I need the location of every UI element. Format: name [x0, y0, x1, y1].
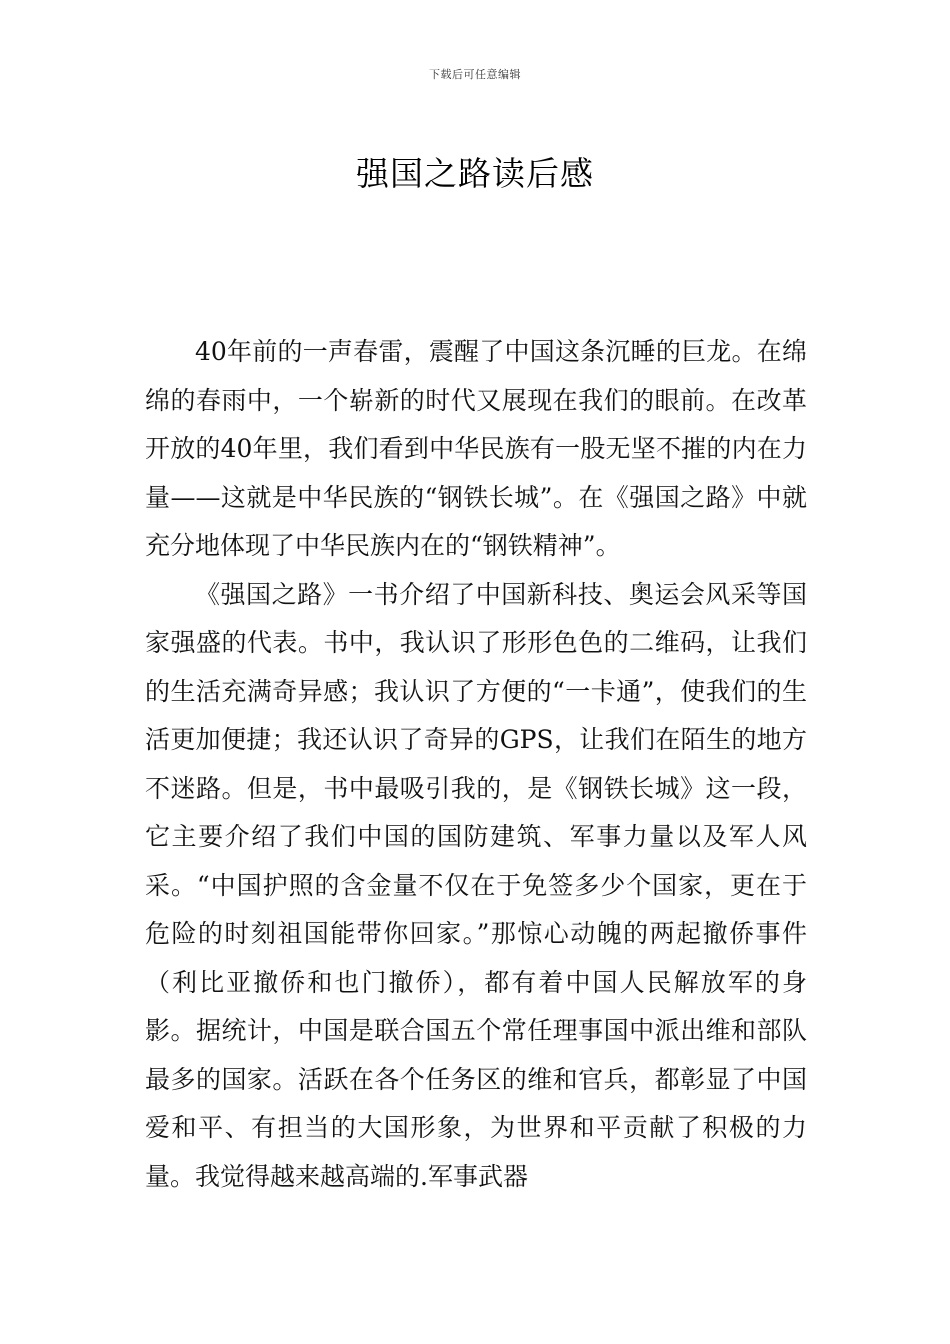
paragraph-1: 40年前的一声春雷，震醒了中国这条沉睡的巨龙。在绵绵的春雨中，一个崭新的时代又展现在我们的眼前。在改革开放的40年里，我们看到中华民族有一股无坚不摧的内在力量——这就是中华民族的“钢铁长城”。在《强国之路》中就充分地体现了中华民族内在的“钢铁精神”。 [145, 337, 807, 560]
document-title: 强国之路读后感 [356, 154, 594, 194]
document-body [145, 328, 807, 1201]
header-note: 下载后可任意编辑 [429, 68, 521, 81]
paragraph-2: 《强国之路》一书介绍了中国新科技、奥运会风采等国家强盛的代表。书中，我认识了形形色色的二维码，让我们的生活充满奇异感；我认识了方便的“一卡通”，使我们的生活更加便捷；我还认识了奇异的GPS，让我们在陌生的地方不迷路。但是，书中最吸引我的，是《钢铁长城》这一段，它主要介绍了我们中国的国防建筑、军事力量以及军人风采。“中国护照的含金量不仅在于免签多少个国家，更在于危险的时刻祖国能带你回家。”那惊心动魄的两起撤侨事件（利比亚撤侨和也门撤侨），都有着中国人民解放军的身影。据统计，中国是联合国五个常任理事国中派出维和部队最多的国家。活跃在各个任务区的维和官兵，都彰显了中国爱和平、有担当的大国形象，为世界和平贡献了积极的力量。我觉得越来越高端的.军事武器 [145, 579, 807, 1191]
